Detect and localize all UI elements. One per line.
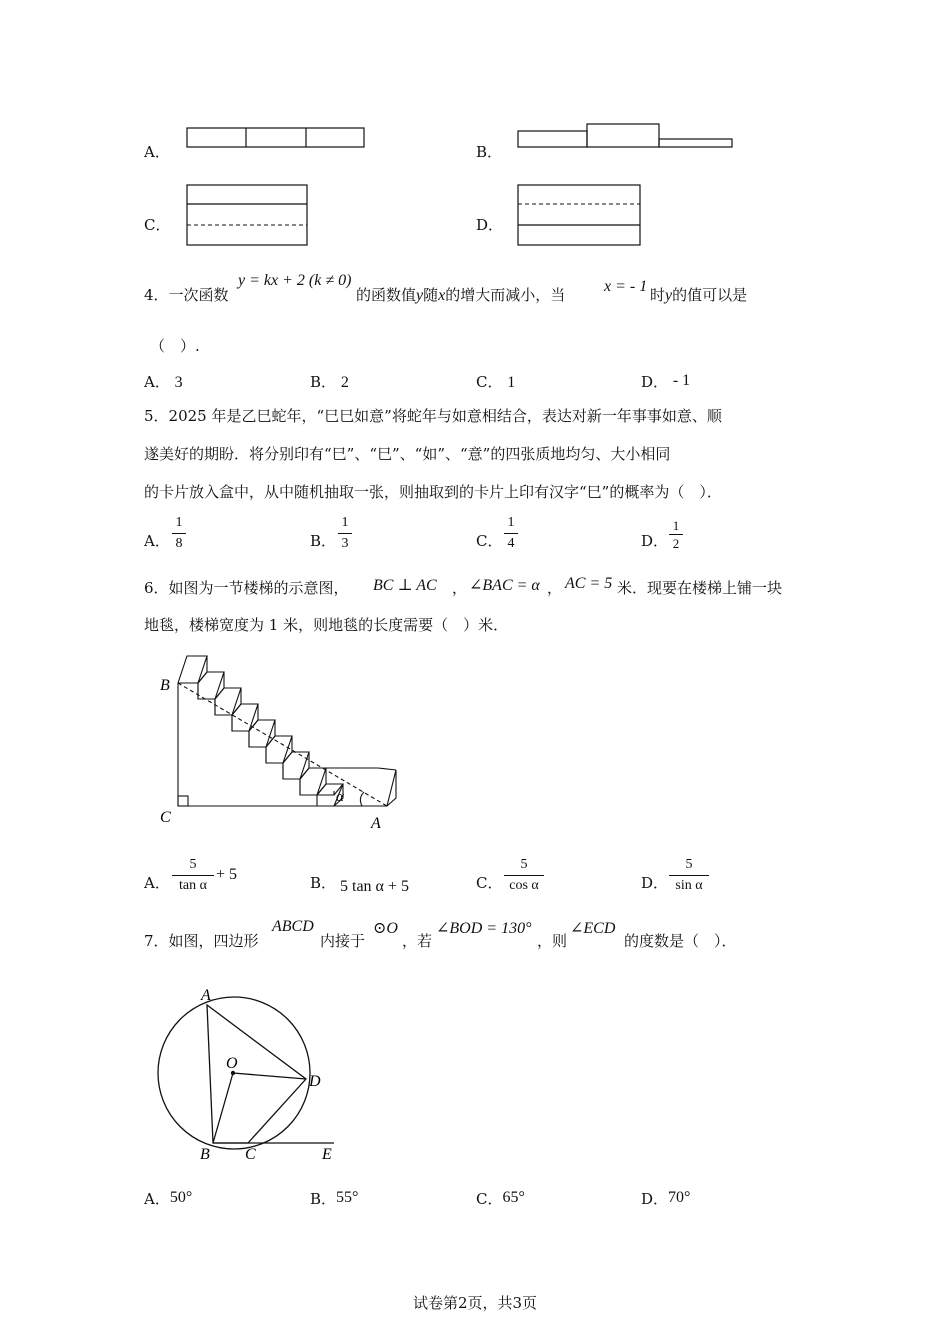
- q4-option-b: B． 2: [310, 373, 349, 391]
- stair-label-alpha: α: [336, 789, 344, 805]
- q6-option-d-fraction: 5 sin α: [669, 856, 709, 895]
- q5-option-a-label: A．: [144, 532, 170, 550]
- stair-label-a: A: [371, 815, 381, 832]
- q6-option-d-label: D．: [641, 874, 669, 892]
- option-c-figure: [186, 184, 310, 248]
- option-c-label: C．: [144, 216, 171, 234]
- q4-number: 4．一次函数: [144, 286, 229, 304]
- q4-text1: 的函数值: [356, 286, 417, 304]
- page-footer: 试卷第2页，共3页: [412, 1294, 538, 1312]
- q5-option-c-label: C．: [476, 532, 503, 550]
- q5-option-b-fraction: 1 3: [338, 514, 352, 553]
- q4-stem-end: [650, 285, 747, 306]
- q7-circle: ⊙O: [373, 920, 398, 937]
- q5-line2: 遂美好的期盼．将分别印有“巳”、“巳”、“如”、“意”的四张质地均匀、大小相同: [144, 445, 671, 463]
- q7-option-a: A．50°: [144, 1189, 193, 1208]
- q6-option-c-fraction: 5 cos α: [504, 856, 544, 895]
- q6-line2: 地毯，楼梯宽度为 1 米，则地毯的长度需要（ ）米．: [144, 616, 509, 634]
- q4-option-a: A． 3: [144, 373, 183, 391]
- q4-text3: 的增大而减小，当: [445, 286, 566, 304]
- q4-condition: x = - 1: [604, 278, 648, 295]
- q6-stem-start: 6．如图为一节楼梯的示意图，: [144, 579, 349, 597]
- q7-text1: 内接于: [320, 932, 366, 950]
- q4-stem: [144, 285, 229, 305]
- q4-text2: 随: [423, 286, 439, 304]
- q6-option-a-label: A．: [144, 874, 170, 892]
- q7-option-d: D．70°: [641, 1189, 691, 1208]
- q7-text2: ，若: [402, 932, 433, 950]
- q5-option-c-fraction: 1 4: [504, 514, 518, 553]
- q6-cond-length: AC = 5: [565, 575, 613, 592]
- q5-line3: 的卡片放入盒中，从中随机抽取一张，则抽取到的卡片上印有汉字“巳”的概率为（ ）．: [144, 483, 722, 501]
- q5-option-d-fraction: 1 2: [669, 518, 683, 551]
- q4-answer-paren: （ ）.: [150, 337, 200, 355]
- option-a-label: A．: [144, 143, 170, 161]
- q7-angle-bod: ∠BOD = 130°: [436, 920, 532, 937]
- q4-option-c: C． 1: [476, 373, 516, 391]
- option-d-label: D．: [476, 216, 504, 234]
- q7-option-b: B．55°: [310, 1189, 359, 1208]
- option-b-figure: [517, 122, 735, 150]
- q6-option-b-expr: 5 tan α + 5: [340, 878, 409, 895]
- q7-quad: ABCD: [272, 918, 314, 935]
- option-d-figure: [517, 184, 643, 248]
- option-b-label: B．: [476, 143, 503, 161]
- q4-option-d: D． - 1: [641, 372, 691, 391]
- stair-label-b: B: [160, 677, 170, 694]
- q7-text3: ，则: [537, 932, 568, 950]
- q4-var-x: x: [438, 287, 446, 304]
- option-a-figure: [186, 127, 366, 149]
- q7-option-c: C．65°: [476, 1189, 525, 1208]
- q5-option-b-label: B．: [310, 532, 337, 550]
- q4-var-y: y: [416, 287, 424, 304]
- q6-cond-perp: BC ⊥ AC: [373, 577, 437, 594]
- q4-var-y2: y: [665, 287, 673, 304]
- q4-text5: 的值可以是: [672, 286, 748, 304]
- circle-label-b: B: [200, 1146, 210, 1163]
- q6-option-c-label: C．: [476, 874, 503, 892]
- q5-option-a-fraction: 1 8: [172, 514, 186, 553]
- q6-option-a-tail: + 5: [216, 866, 238, 883]
- q6-cond-angle: ∠BAC = α: [469, 577, 540, 594]
- circle-label-d: D: [309, 1073, 321, 1090]
- q6-comma1: ，: [452, 579, 468, 597]
- q6-comma2: ，: [547, 579, 563, 597]
- q4-stem-rest: [356, 285, 565, 306]
- circle-label-c: C: [245, 1146, 256, 1163]
- q4-formula: y = kx + 2 (k ≠ 0): [238, 272, 352, 289]
- circle-label-o: O: [226, 1055, 238, 1072]
- q6-stem-end: 米．现要在楼梯上铺一块: [617, 579, 783, 597]
- q5-option-d-label: D．: [641, 532, 669, 550]
- q6-option-a-fraction: 5 tan α: [172, 856, 214, 895]
- q5-line1: 5．2025 年是乙巳蛇年，“巳巳如意”将蛇年与如意相结合，表达对新一年事事如意、顺: [144, 407, 722, 425]
- circle-label-a: A: [201, 987, 211, 1004]
- circle-label-e: E: [322, 1146, 332, 1163]
- q6-option-b-label: B．: [310, 874, 337, 892]
- stair-label-c: C: [160, 809, 171, 826]
- q7-stem-start: 7．如图，四边形: [144, 932, 259, 950]
- q4-text4: 时: [650, 286, 666, 304]
- q7-text4: 的度数是（ ）．: [624, 932, 737, 950]
- q7-angle-ecd: ∠ECD: [570, 920, 616, 937]
- inscribed-quadrilateral-figure: [150, 980, 350, 1165]
- staircase-figure: [150, 650, 410, 835]
